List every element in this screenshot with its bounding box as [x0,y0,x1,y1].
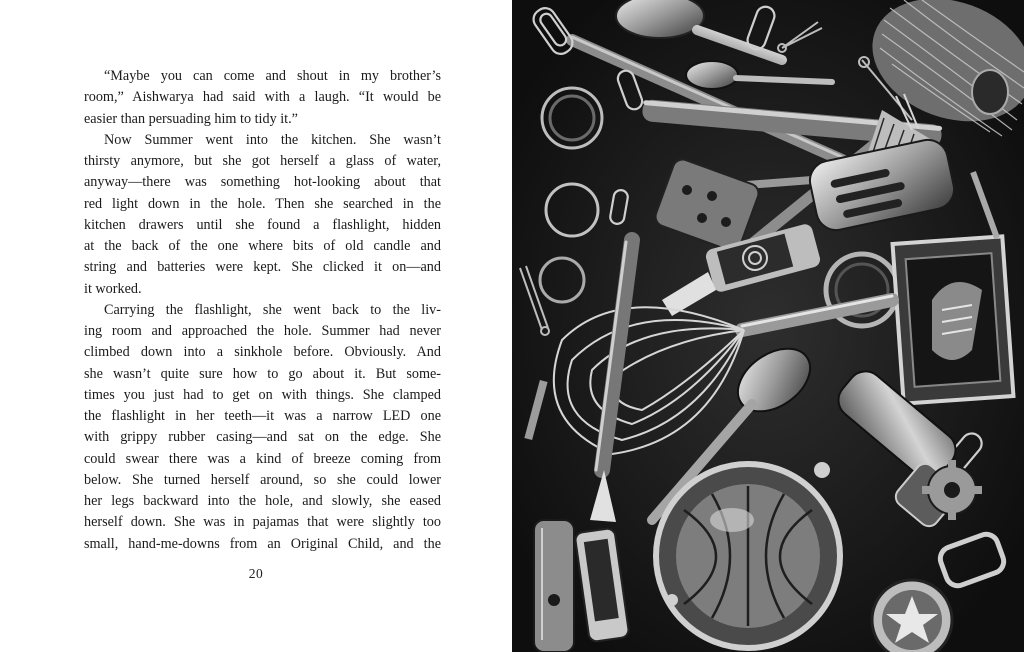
text-line: herself down. She was in pajamas that were slightly too [84,514,441,531]
text-line: room,” Aishwarya had said with a laugh. “It would be [84,89,441,106]
text-line: times you just had to get on with things. She clamped [84,386,441,403]
citrus-juicer [656,464,840,648]
text-line: climbed down into a sinkhole before. Obviously. And [84,344,441,361]
text-line: ing room and approached the hole. Summer had never [84,323,441,339]
text-line: small, hand-me-downs from an Original Child, and the [84,535,441,552]
wooden-handle [534,520,574,652]
text-line: easier than persuading him to tidy it.” [84,110,298,127]
text-line: below. She turned herself around, so she could lower [84,471,441,488]
drawer-of-kitchen-junk-illustration [512,0,1024,652]
text-line: “Maybe you can come and shout in my brother’s [104,68,441,84]
text-line: Now Summer went into the kitchen. She wasn’t [104,131,441,148]
text-line: her legs backward into the hole, and slowly, she eased [84,493,441,509]
body-text [84,66,441,555]
page-number: 20 [248,566,264,581]
text-line: with grippy rubber casing—and sat on the edge. She [84,429,441,446]
illustration-page [512,0,1024,652]
text-line: she wasn’t quite sure how to go about it. But some- [84,365,441,382]
text-line: the flashlight in her teeth—it was a narrow LED one [84,408,441,424]
text-line: string and batteries were kept. She clicked it on—and [84,259,441,276]
text-line: Carrying the flashlight, she went back to the liv- [104,301,441,318]
text-line: kitchen drawers until she found a flashlight, hidden [84,216,441,233]
picture-frame [893,236,1014,403]
star-badge [872,580,952,652]
text-line: thirsty anymore, but she got herself a glass of water, [84,153,441,169]
text-line: it worked. [84,280,142,297]
text-line: anyway—there was something hot-looking about that [84,174,441,191]
text-line: could swear there was a kind of breeze coming from [84,450,441,467]
text-line: red light down in the hole. Then she searched in the [84,195,441,212]
text-line: at the back of the one where bits of old candle and [84,238,441,254]
